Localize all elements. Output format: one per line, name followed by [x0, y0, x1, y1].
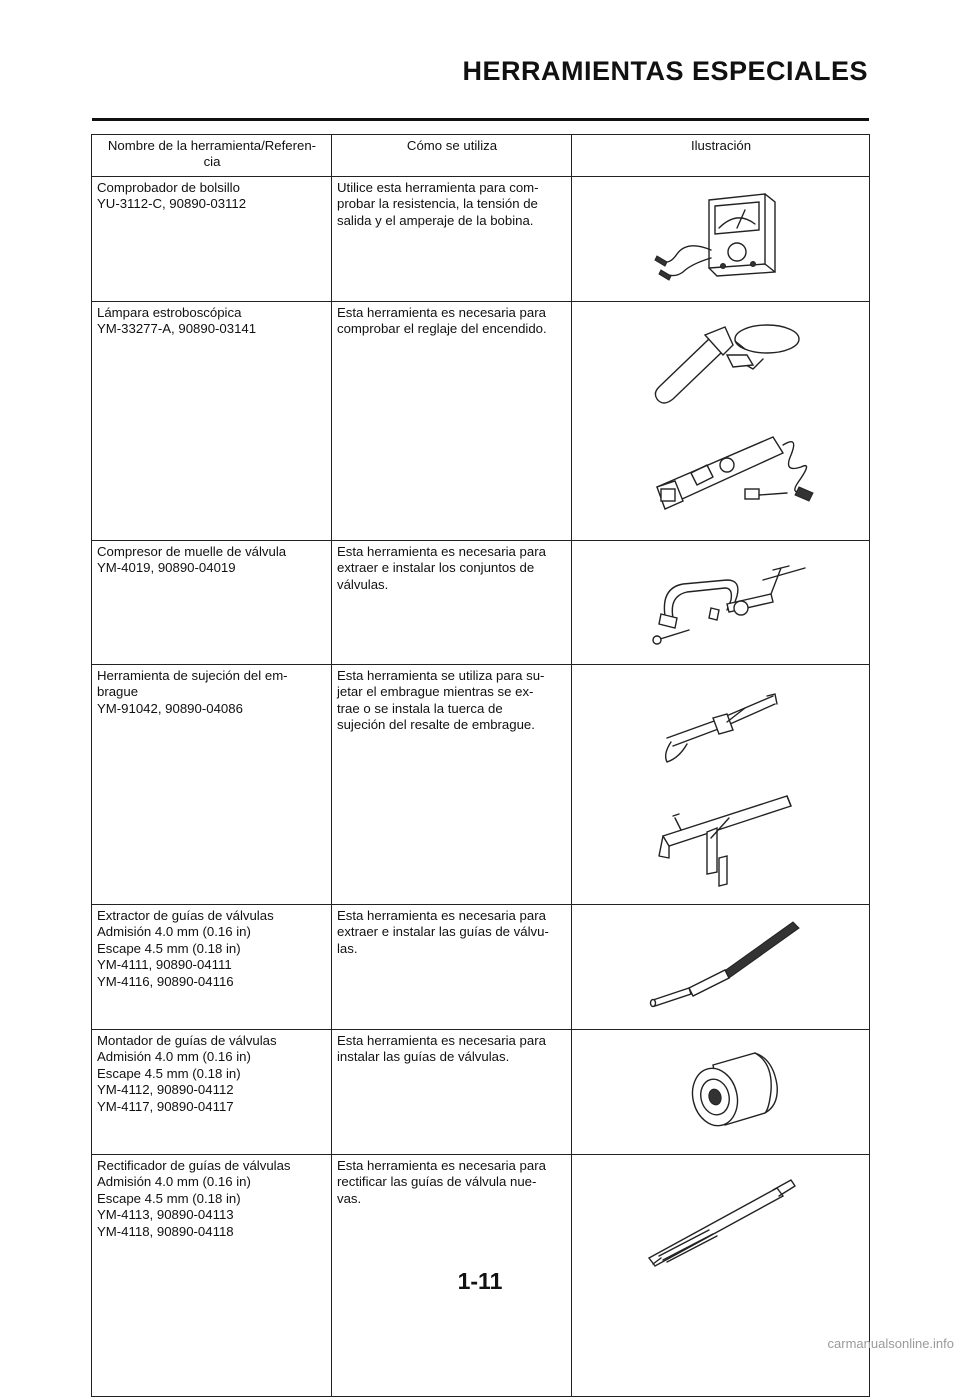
tool-illustration-cell — [572, 665, 870, 905]
tool-reference: YM-4112, 90890-04112 — [97, 1082, 234, 1098]
tool-name: Herramienta de sujeción del em- — [97, 668, 288, 683]
tool-name: brague — [97, 684, 139, 700]
usage-text: Esta herramienta es necesaria para — [337, 1033, 546, 1048]
header-text: Nombre de la herramienta/Referen- — [107, 138, 317, 153]
tool-illustration-cell — [572, 1030, 870, 1155]
tool-name-cell — [92, 1030, 332, 1155]
tool-illustration-cell — [572, 177, 870, 302]
page-title: HERRAMIENTAS ESPECIALES — [462, 56, 868, 86]
usage-text: jetar el embrague mientras se ex- — [337, 684, 534, 700]
tool-reference: YM-33277-A, 90890-03141 — [97, 321, 257, 337]
pocket-tester-icon — [577, 180, 875, 298]
usage-text: probar la resistencia, la tensión de — [337, 196, 538, 212]
tool-spec: Admisión 4.0 mm (0.16 in) — [97, 1049, 251, 1065]
clutch-holding-tool-icon — [577, 668, 875, 901]
tool-spec: Escape 4.5 mm (0.18 in) — [97, 940, 241, 956]
tool-spec: Admisión 4.0 mm (0.16 in) — [97, 1174, 251, 1190]
usage-text: válvulas. — [337, 576, 389, 592]
usage-text: extraer e instalar las guías de válvu- — [337, 924, 549, 940]
tool-name-cell — [92, 541, 332, 665]
tool-usage-cell — [332, 1030, 572, 1155]
tool-reference: YM-4117, 90890-04117 — [97, 1098, 234, 1114]
tool-illustration-cell — [572, 905, 870, 1030]
tool-name-cell — [92, 905, 332, 1030]
table-row — [92, 302, 870, 541]
tool-illustration-cell — [572, 302, 870, 541]
tool-spec: Escape 4.5 mm (0.18 in) — [97, 1190, 241, 1206]
usage-text: salida y el amperaje de la bobina. — [337, 212, 534, 228]
usage-text: sujeción del resalte de embrague. — [337, 717, 535, 733]
tool-reference: YM-4113, 90890-04113 — [97, 1207, 234, 1223]
tool-reference: YM-4116, 90890-04116 — [97, 973, 234, 989]
tool-name: Montador de guías de válvulas — [97, 1033, 277, 1048]
tool-name: Rectificador de guías de válvulas — [97, 1158, 291, 1173]
tool-usage-cell — [332, 177, 572, 302]
table-row — [92, 1030, 870, 1155]
valve-guide-installer-icon — [577, 1033, 875, 1151]
usage-text: vas. — [337, 1190, 362, 1206]
timing-light-icon — [577, 305, 875, 537]
usage-text: las. — [337, 940, 358, 956]
valve-spring-compressor-icon — [577, 544, 875, 661]
tool-name-cell — [92, 302, 332, 541]
usage-text: Esta herramienta es necesaria para — [337, 908, 546, 923]
usage-text: Esta herramienta es necesaria para — [337, 544, 546, 559]
tool-usage-cell — [332, 905, 572, 1030]
table-header-row — [92, 135, 870, 177]
usage-text: rectificar las guías de válvula nue- — [337, 1174, 537, 1190]
tool-usage-cell — [332, 541, 572, 665]
tool-usage-cell — [332, 302, 572, 541]
page-number: 1-11 — [457, 1268, 503, 1294]
tool-name: Extractor de guías de válvulas — [97, 908, 274, 923]
tool-name-cell — [92, 177, 332, 302]
tool-reference: YU-3112-C, 90890-03112 — [97, 196, 247, 212]
footer-watermark: carmanualsonline.info — [827, 1336, 954, 1351]
header-text: Cómo se utiliza — [406, 138, 498, 153]
tool-reference: YM-4118, 90890-04118 — [97, 1223, 234, 1239]
tool-reference: YM-4019, 90890-04019 — [97, 560, 236, 576]
tool-illustration-cell — [572, 541, 870, 665]
header-text: cia — [203, 154, 221, 170]
tool-name: Compresor de muelle de válvula — [97, 544, 287, 559]
usage-text: Esta herramienta se utiliza para su- — [337, 668, 545, 683]
special-tools-table — [91, 134, 870, 1397]
title-rule — [92, 118, 869, 121]
tool-reference: YM-4111, 90890-04111 — [97, 957, 232, 973]
usage-text: Esta herramienta es necesaria para — [337, 305, 546, 320]
usage-text: comprobar el reglaje del encendido. — [337, 321, 547, 337]
usage-text: extraer e instalar los conjuntos de — [337, 560, 535, 576]
table-row — [92, 665, 870, 905]
usage-text: trae o se instala la tuerca de — [337, 700, 503, 716]
header-text: Ilustración — [690, 138, 752, 153]
header-illustration — [572, 135, 870, 177]
tool-name: Comprobador de bolsillo — [97, 180, 240, 195]
usage-text: instalar las guías de válvulas. — [337, 1049, 510, 1065]
tool-reference: YM-91042, 90890-04086 — [97, 700, 243, 716]
tool-spec: Admisión 4.0 mm (0.16 in) — [97, 924, 251, 940]
table-row — [92, 177, 870, 302]
table-row — [92, 905, 870, 1030]
header-tool-name — [92, 135, 332, 177]
valve-guide-remover-icon — [577, 908, 875, 1026]
usage-text: Esta herramienta es necesaria para — [337, 1158, 546, 1173]
tool-spec: Escape 4.5 mm (0.18 in) — [97, 1065, 241, 1081]
usage-text: Utilice esta herramienta para com- — [337, 180, 539, 195]
tool-name-cell — [92, 665, 332, 905]
tool-usage-cell — [332, 665, 572, 905]
tool-name: Lámpara estroboscópica — [97, 305, 242, 320]
header-usage — [332, 135, 572, 177]
table-row — [92, 541, 870, 665]
